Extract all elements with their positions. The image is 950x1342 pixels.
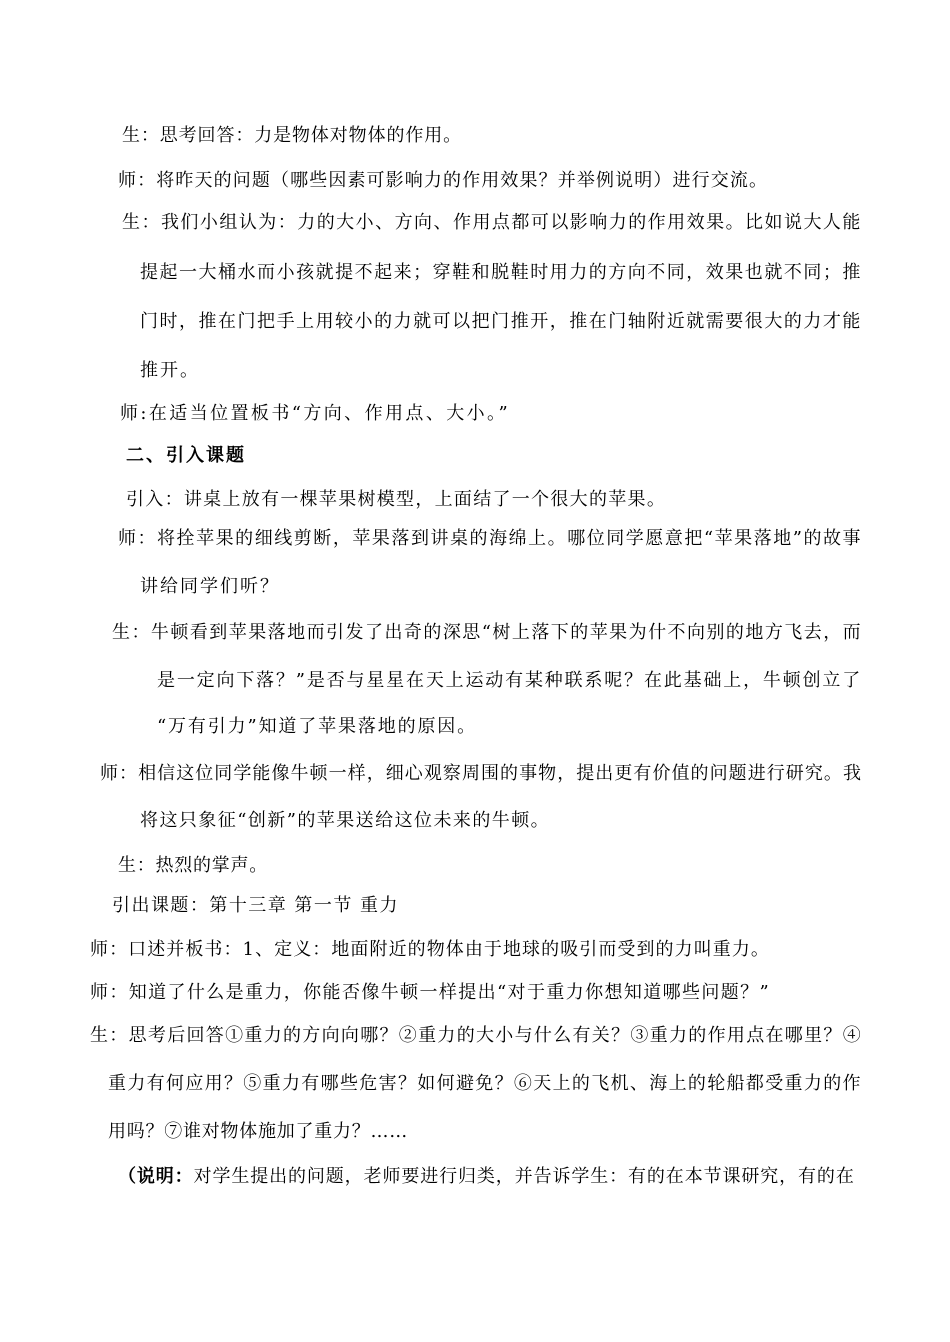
text-line-6: 推开。 [140,360,200,381]
text-line-14: “万有引力”知道了苹果落地的原因。 [157,716,478,737]
text-line-20: 师：知道了什么是重力，你能否像牛顿一样提出“对于重力你想知道哪些问题？” [90,982,771,1003]
note-prefix: （说明： [118,1166,194,1187]
text-line-5: 门时，推在门把手上用较小的力就可以把门推开，推在门轴附近就需要很大的力才能 [140,311,862,332]
text-line-7: 师:在适当位置板书“方向、作用点、大小。” [120,403,511,424]
text-line-19: 师：口述并板书：1、定义：地面附近的物体由于地球的吸引而受到的力叫重力。 [90,939,770,960]
text-line-12: 生：牛顿看到苹果落地而引发了出奇的深思“树上落下的苹果为什不向别的地方飞去，而 [112,622,863,643]
text-line-2: 师：将昨天的问题（哪些因素可影响力的作用效果？并举例说明）进行交流。 [118,170,769,191]
note-line [118,1165,855,1189]
section-heading: 二、引入课题 [126,445,246,466]
text-line-11: 讲给同学们听？ [140,576,280,597]
text-line-15: 师：相信这位同学能像牛顿一样，细心观察周围的事物，提出更有价值的问题进行研究。我 [100,763,862,784]
text-line-17: 生：热烈的掌声。 [118,855,268,876]
text-line-1: 生：思考回答：力是物体对物体的作用。 [122,125,463,146]
text-line-13: 是一定向下落？”是否与星星在天上运动有某种联系呢？在此基础上，牛顿创立了 [157,670,863,691]
text-line-22: 重力有何应用？⑤重力有哪些危害？如何避免？⑥天上的飞机、海上的轮船都受重力的作 [108,1073,862,1094]
text-line-9: 引入：讲桌上放有一棵苹果树模型，上面结了一个很大的苹果。 [126,489,667,510]
text-line-4: 提起一大桶水而小孩就提不起来；穿鞋和脱鞋时用力的方向不同，效果也就不同；推 [140,262,862,283]
text-line-23: 用吗？⑦谁对物体施加了重力？…… [108,1121,408,1142]
text-line-10: 师：将拴苹果的细线剪断，苹果落到讲桌的海绵上。哪位同学愿意把“苹果落地”的故事 [118,528,863,549]
text-line-16: 将这只象征“创新”的苹果送给这位未来的牛顿。 [140,810,551,831]
note-text: 对学生提出的问题，老师要进行归类，并告诉学生：有的在本节课研究，有的在 [193,1166,855,1187]
text-line-21: 生：思考后回答①重力的方向向哪？②重力的大小与什么有关？③重力的作用点在哪里？④ [90,1025,862,1046]
text-line-18: 引出课题：第十三章 第一节 重力 [112,895,399,916]
text-line-3: 生：我们小组认为：力的大小、方向、作用点都可以影响力的作用效果。比如说大人能 [122,212,862,233]
